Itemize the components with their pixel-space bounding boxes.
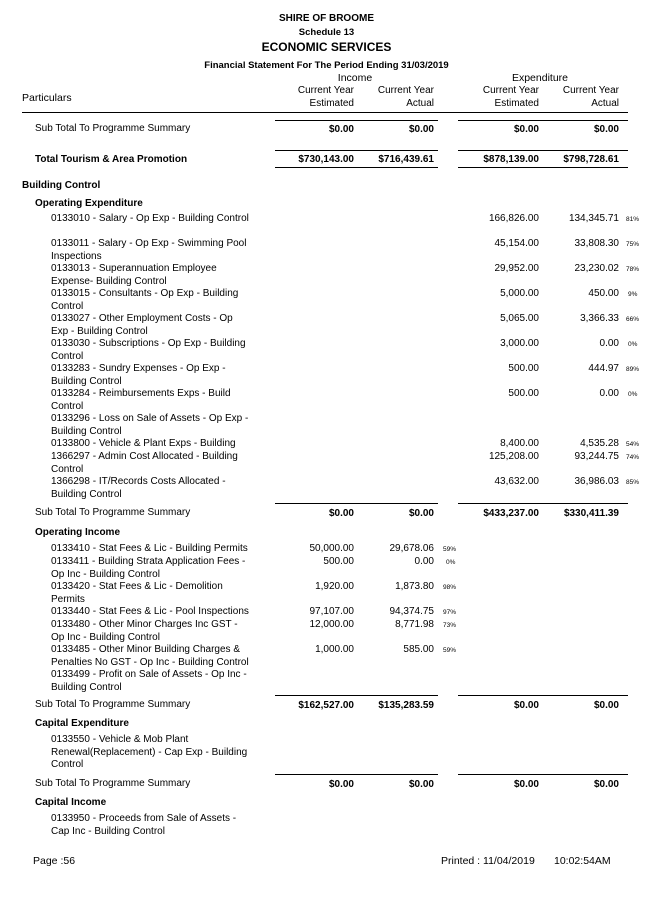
- col-expenditure-estimated: Current Year Estimated: [482, 85, 539, 109]
- exp-actual: 450.00: [588, 288, 619, 299]
- line-item-text: 0133800 - Vehicle & Plant Exps - Building: [51, 438, 236, 449]
- line-item-text: 0133030 - Subscriptions - Op Exp - Building Control: [51, 338, 246, 362]
- total-value: $716,439.61: [378, 154, 434, 165]
- line-item-text: 0133015 - Consultants - Op Exp - Building Control: [51, 288, 239, 312]
- exp-estimated: 125,208.00: [488, 451, 539, 462]
- section-title: ECONOMIC SERVICES: [261, 40, 392, 54]
- inc-actual: 8,771.98: [395, 619, 434, 630]
- pct-badge: 0%: [628, 341, 638, 348]
- exp-actual: 4,535.28: [580, 438, 619, 449]
- subtotal-value: $433,237.00: [483, 508, 539, 519]
- subtotal-value: $0.00: [328, 779, 354, 790]
- inc-estimated: 500.00: [323, 556, 354, 567]
- rule: [275, 167, 438, 168]
- exp-estimated: 8,400.00: [500, 438, 539, 449]
- pct-badge: 66%: [626, 316, 640, 323]
- rule: [275, 774, 438, 775]
- line-item-text: 0133550 - Vehicle & Mob Plant Renewal(Replacement) - Cap Exp - Building Control: [51, 734, 248, 770]
- subtotal-value: $135,283.59: [378, 700, 434, 711]
- expenditure-label: Expenditure: [511, 72, 569, 84]
- rule: [458, 695, 628, 696]
- exp-actual: 23,230.02: [574, 263, 619, 274]
- exp-actual: 0.00: [599, 338, 619, 349]
- subtotal-value: $330,411.39: [563, 508, 619, 519]
- exp-estimated: 43,632.00: [494, 476, 539, 487]
- exp-estimated: 166,826.00: [488, 213, 539, 224]
- pct-badge: 98%: [443, 584, 457, 591]
- pct-badge: 89%: [626, 366, 640, 373]
- subtotal-value: $0.00: [513, 124, 539, 135]
- rule: [458, 120, 628, 121]
- pct-badge: 9%: [628, 291, 638, 298]
- line-item-text: 0133420 - Stat Fees & Lic - Demolition Permits: [51, 581, 223, 605]
- inc-estimated: 1,000.00: [315, 644, 354, 655]
- exp-actual: 0.00: [599, 388, 619, 399]
- subtotal-label: Sub Total To Programme Summary: [35, 507, 191, 518]
- exp-actual: 93,244.75: [574, 451, 619, 462]
- subtotal-label: Sub Total To Programme Summary: [35, 123, 191, 134]
- subtotal-value: $0.00: [408, 508, 434, 519]
- inc-actual: 0.00: [414, 556, 434, 567]
- pct-badge: 74%: [626, 454, 640, 461]
- inc-actual: 585.00: [403, 644, 434, 655]
- pct-badge: 97%: [443, 609, 457, 616]
- line-item-text: 1366298 - IT/Records Costs Allocated -Building Control: [51, 476, 226, 500]
- subtotal-value: $0.00: [408, 779, 434, 790]
- group-heading: Operating Income: [35, 527, 121, 538]
- exp-actual: 444.97: [588, 363, 619, 374]
- line-item-text: 0133011 - Salary - Op Exp - Swimming Pool Inspections: [51, 238, 247, 262]
- subtotal-value: $0.00: [513, 779, 539, 790]
- exp-estimated: 3,000.00: [500, 338, 539, 349]
- line-item-text: 0133950 - Proceeds from Sale of Assets - Cap Inc - Building Control: [51, 813, 237, 837]
- statement-title: Financial Statement For The Period Ending 31/03/2019: [204, 60, 449, 71]
- exp-estimated: 5,000.00: [500, 288, 539, 299]
- inc-estimated: 97,107.00: [309, 606, 354, 617]
- line-item-text: 0133480 - Other Minor Charges Inc GST - Op Inc - Building Control: [51, 619, 238, 643]
- col-expenditure-actual: Current Year Actual: [562, 85, 619, 109]
- pct-badge: 59%: [443, 546, 457, 553]
- line-item-text: 0133411 - Building Strata Application Fees - Op Inc - Building Control: [51, 556, 246, 580]
- pct-badge: 73%: [443, 622, 457, 629]
- exp-estimated: 5,065.00: [500, 313, 539, 324]
- subtotal-value: $0.00: [593, 779, 619, 790]
- inc-estimated: 50,000.00: [309, 543, 354, 554]
- subtotal-label: Sub Total To Programme Summary: [35, 699, 191, 710]
- group-heading: Operating Expenditure: [35, 198, 143, 209]
- rule: [458, 774, 628, 775]
- line-item-text: 0133296 - Loss on Sale of Assets - Op Exp - Building Control: [51, 413, 249, 437]
- pct-badge: 54%: [626, 441, 640, 448]
- line-item-text: 0133485 - Other Minor Building Charges & Penalties No GST - Op Inc - Building Control: [51, 644, 249, 668]
- subtotal-label: Sub Total To Programme Summary: [35, 778, 191, 789]
- subtotal-value: $0.00: [328, 508, 354, 519]
- pct-badge: 81%: [626, 216, 640, 223]
- subtotal-value: $0.00: [328, 124, 354, 135]
- org-name: SHIRE OF BROOME: [278, 13, 374, 24]
- group-heading: Capital Income: [35, 797, 107, 808]
- inc-actual: 29,678.06: [389, 543, 434, 554]
- line-item-text: 0133013 - Superannuation Employee Expense- Building Control: [51, 263, 217, 287]
- schedule-label: Schedule 13: [298, 27, 355, 38]
- inc-estimated: 1,920.00: [315, 581, 354, 592]
- subtotal-value: $162,527.00: [298, 700, 354, 711]
- rule: [458, 503, 628, 504]
- section-heading: Building Control: [22, 180, 101, 191]
- rule: [275, 503, 438, 504]
- inc-estimated: 12,000.00: [309, 619, 354, 630]
- subtotal-value: $0.00: [593, 124, 619, 135]
- pct-badge: 85%: [626, 479, 640, 486]
- exp-actual: 33,808.30: [574, 238, 619, 249]
- exp-actual: 134,345.71: [568, 213, 619, 224]
- rule: [275, 695, 438, 696]
- group-heading: Capital Expenditure: [35, 718, 129, 729]
- exp-estimated: 45,154.00: [494, 238, 539, 249]
- header-rule: [22, 112, 628, 113]
- exp-estimated: 500.00: [508, 363, 539, 374]
- exp-actual: 3,366.33: [580, 313, 619, 324]
- pct-badge: 75%: [626, 241, 640, 248]
- subtotal-value: $0.00: [593, 700, 619, 711]
- line-item-text: 1366297 - Admin Cost Allocated - Building Control: [51, 451, 238, 475]
- line-item-text: 0133283 - Sundry Expenses - Op Exp - Building Control: [51, 363, 226, 387]
- exp-estimated: 29,952.00: [494, 263, 539, 274]
- particulars-label: Particulars: [22, 92, 72, 104]
- printed-date: Printed : 11/04/2019: [441, 855, 535, 867]
- line-item-text: 0133284 - Reimbursements Exps - Build Control: [51, 388, 231, 412]
- subtotal-value: $0.00: [408, 124, 434, 135]
- total-value: $730,143.00: [298, 154, 354, 165]
- line-item-text: 0133440 - Stat Fees & Lic - Pool Inspections: [51, 606, 249, 617]
- line-item-text: 0133499 - Profit on Sale of Assets - Op Inc - Building Control: [51, 669, 247, 693]
- line-item-text: 0133010 - Salary - Op Exp - Building Control: [51, 213, 249, 224]
- rule: [275, 120, 438, 121]
- col-income-actual: Current Year Actual: [377, 85, 434, 109]
- inc-actual: 94,374.75: [389, 606, 434, 617]
- col-income-estimated: Current Year Estimated: [297, 85, 354, 109]
- exp-estimated: 500.00: [508, 388, 539, 399]
- pct-badge: 0%: [446, 559, 456, 566]
- total-value: $798,728.61: [563, 154, 619, 165]
- line-item-text: 0133410 - Stat Fees & Lic - Building Permits: [51, 543, 248, 554]
- pct-badge: 0%: [628, 391, 638, 398]
- pct-badge: 59%: [443, 647, 457, 654]
- page-number: Page :56: [33, 855, 76, 867]
- income-label: Income: [337, 72, 373, 84]
- pct-badge: 78%: [626, 266, 640, 273]
- rule: [275, 150, 438, 151]
- rule: [458, 150, 628, 151]
- total-value: $878,139.00: [483, 154, 539, 165]
- total-tourism-label: Total Tourism & Area Promotion: [35, 154, 188, 165]
- inc-actual: 1,873.80: [395, 581, 434, 592]
- line-item-text: 0133027 - Other Employment Costs - Op Exp - Building Control: [51, 313, 233, 337]
- exp-actual: 36,986.03: [574, 476, 619, 487]
- rule: [458, 167, 628, 168]
- subtotal-value: $0.00: [513, 700, 539, 711]
- printed-time: 10:02:54AM: [554, 855, 611, 867]
